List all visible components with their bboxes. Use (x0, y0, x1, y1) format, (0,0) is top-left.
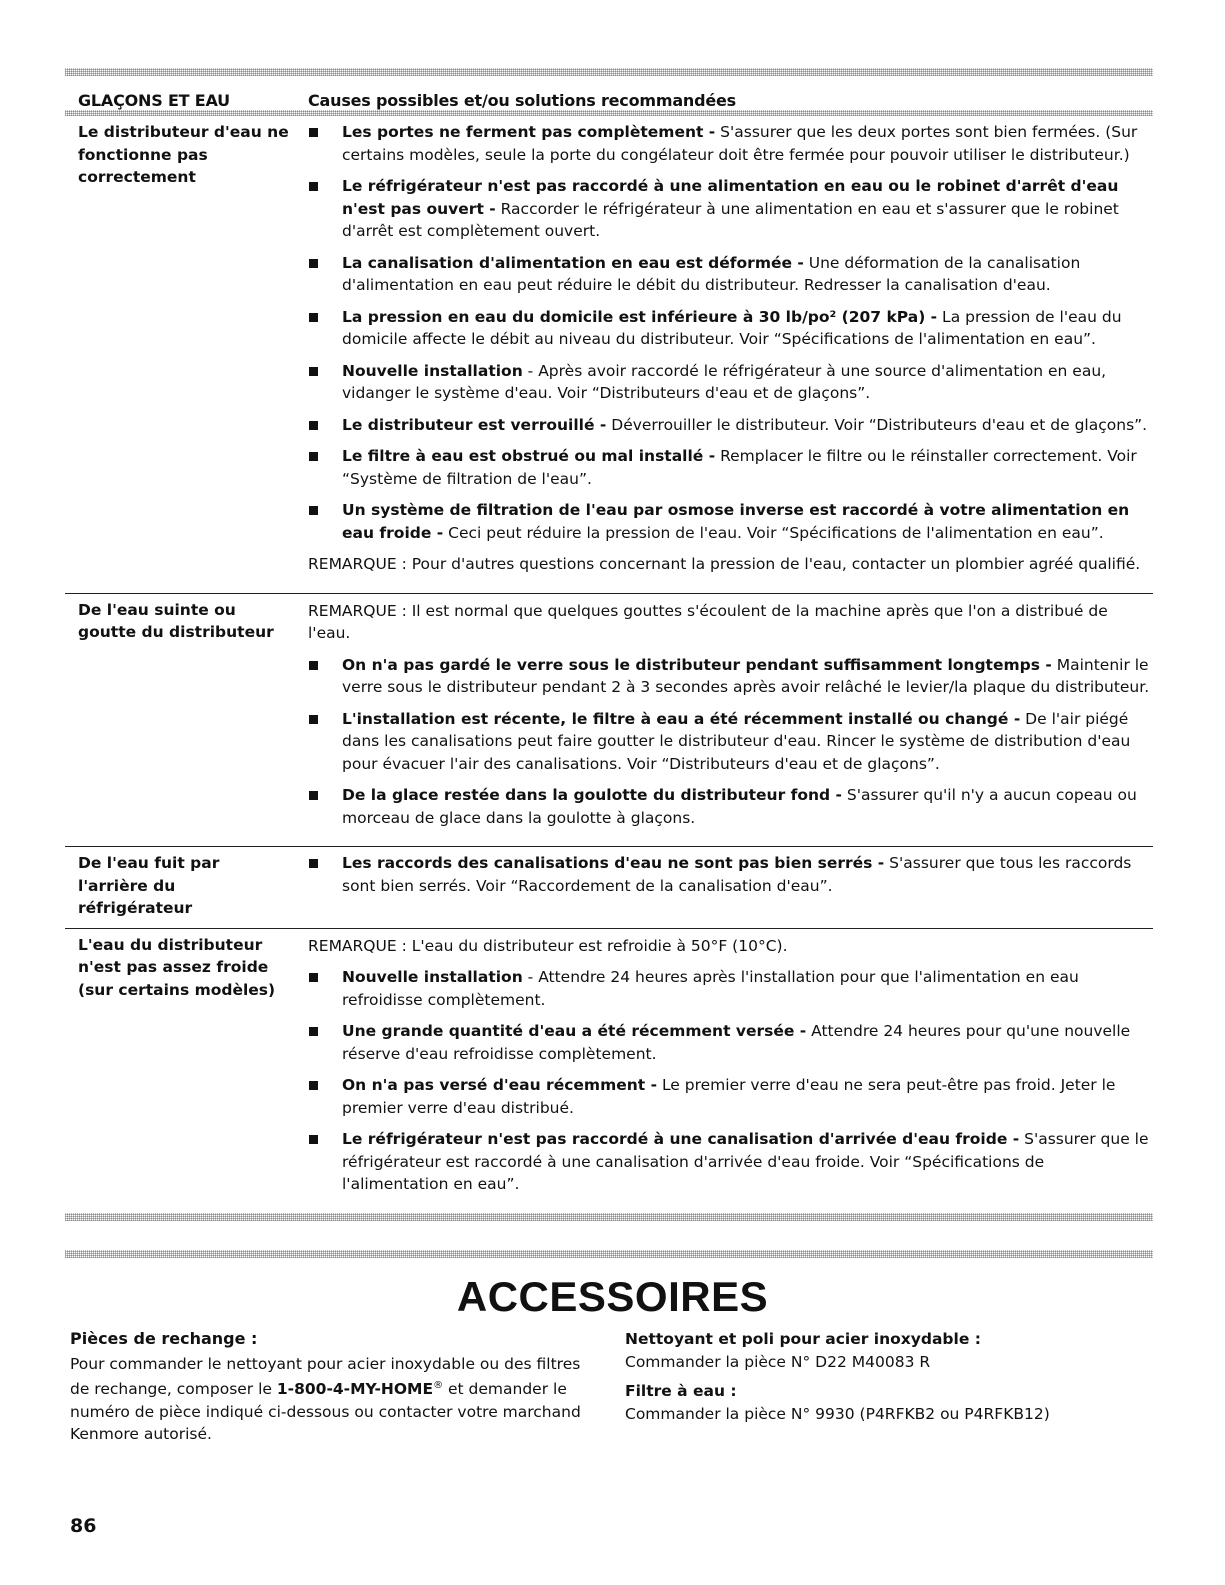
solution-description: Raccorder le réfrigérateur à une alimentation en eau et s'assurer que le robinet d'arrêt est complètement ouvert. (342, 199, 1119, 240)
problem-label: Le distributeur d'eau ne fonctionne pas correctement (78, 123, 289, 186)
square-bullet-icon (308, 1020, 342, 1065)
table-header (65, 76, 1153, 110)
solution-description: S'assurer que le réfrigérateur est raccordé à une canalisation d'arrivée d'eau froide. Voir “Spécifications de l'alimentation en eau”. (342, 1130, 1149, 1193)
solution-item (308, 121, 1153, 166)
solution-item (308, 1020, 1153, 1065)
solution-item (308, 499, 1153, 544)
table-row (65, 929, 1153, 1213)
cause-label: Nouvelle installation (342, 968, 523, 986)
solution-item (308, 445, 1153, 490)
solution-item (308, 306, 1153, 351)
solution-text (342, 1020, 1153, 1065)
solution-description: Remplacer le filtre ou le réinstaller correctement. Voir “Système de filtration de l'eau”. (342, 447, 1137, 488)
solution-item (308, 966, 1153, 1011)
solution-item (308, 175, 1153, 243)
top-dotted-rule (65, 68, 1153, 76)
solution-description: Une déformation de la canalisation d'alimentation en eau peut réduire le débit du distributeur. Redresser la canalisation d'eau. (342, 253, 1081, 294)
part-numbers-block (625, 1328, 1145, 1425)
table-row (65, 847, 1153, 929)
phone-number: 1-800-4-MY-HOME (276, 1380, 434, 1399)
solution-text (342, 252, 1153, 297)
cleaner-part-number: Commander la pièce N° D22 M40083 R (625, 1352, 931, 1371)
filter-part-number: Commander la pièce N° 9930 (P4RFKB2 ou P4RFKB12) (625, 1404, 1050, 1423)
solution-description: S'assurer qu'il n'y a aucun copeau ou morceau de glace dans la goulotte à glaçons. (342, 786, 1137, 827)
cleaner-heading: Nettoyant et poli pour acier inoxydable : (625, 1330, 981, 1348)
header-right: Causes possibles et/ou solutions recommandées (308, 91, 736, 110)
replacement-parts-block (70, 1328, 590, 1446)
square-bullet-icon (308, 445, 342, 490)
cause-label: De la glace restée dans la goulotte du distributeur fond - (342, 786, 842, 804)
solution-text (342, 1128, 1153, 1196)
solution-text (342, 852, 1153, 897)
square-bullet-icon (308, 852, 342, 897)
problem-label: De l'eau suinte ou goutte du distributeur (78, 600, 274, 641)
solution-text (342, 360, 1153, 405)
solution-item (308, 708, 1153, 776)
bottom-dotted-rule (65, 1213, 1153, 1221)
square-bullet-icon (308, 654, 342, 699)
solution-item (308, 414, 1153, 437)
problem-label: De l'eau fuit par l'arrière du réfrigérateur (78, 854, 220, 917)
solution-item (308, 852, 1153, 897)
solutions-cell (295, 599, 1153, 839)
cause-label: Le réfrigérateur n'est pas raccordé à une alimentation en eau ou le robinet d'arrêt d'eau n'est pas ouvert - (342, 177, 1119, 218)
cause-label: Un système de filtration de l'eau par osmose inverse est raccordé à votre alimentation en eau froide - (342, 501, 1130, 542)
square-bullet-icon (308, 414, 342, 437)
solution-item (308, 1128, 1153, 1196)
square-bullet-icon (308, 708, 342, 776)
solution-text (342, 499, 1153, 544)
troubleshooting-table (65, 68, 1153, 1221)
accessories-title: ACCESSOIRES (456, 1273, 769, 1320)
solution-text (342, 708, 1153, 776)
square-bullet-icon (308, 784, 342, 829)
square-bullet-icon (308, 306, 342, 351)
section-dotted-rule (65, 1250, 1153, 1258)
table-body (65, 116, 1153, 1213)
solution-description: - Attendre 24 heures après l'installation pour que l'alimentation en eau refroidisse complètement. (342, 968, 1079, 1009)
cause-label: Le filtre à eau est obstrué ou mal installé - (342, 447, 716, 465)
filter-heading: Filtre à eau : (625, 1382, 737, 1400)
solution-text (342, 414, 1147, 437)
solution-description: S'assurer que les deux portes sont bien fermées. (Sur certains modèles, seule la porte du congélateur doit être fermée pour pouvoir utiliser le distributeur.) (342, 123, 1138, 164)
solution-text (342, 654, 1153, 699)
solution-text (342, 121, 1153, 166)
cause-label: La canalisation d'alimentation en eau est déformée - (342, 253, 804, 272)
square-bullet-icon (308, 966, 342, 1011)
solution-text (342, 306, 1153, 351)
square-bullet-icon (308, 360, 342, 405)
solution-text (342, 784, 1153, 829)
solution-text (342, 445, 1153, 490)
solution-description: La pression de l'eau du domicile affecte le débit au niveau du distributeur. Voir “Spécifications de l'alimentation en eau”. (342, 307, 1122, 348)
solutions-cell (295, 934, 1153, 1205)
cause-label: On n'a pas versé d'eau récemment - (342, 1076, 658, 1094)
cause-label: Les raccords des canalisations d'eau ne sont pas bien serrés - (342, 854, 885, 872)
page-number: 86 (70, 1515, 97, 1537)
cause-label: La pression en eau du domicile est inférieure à 30 lb/po² (207 kPa) - (342, 307, 938, 326)
cause-label: Le distributeur est verrouillé - (342, 415, 607, 434)
solution-text (342, 175, 1153, 243)
solution-description: - Après avoir raccordé le réfrigérateur à une source d'alimentation en eau, vidanger le système d'eau. Voir “Distributeurs d'eau et de glaçons”. (342, 361, 1107, 402)
solution-item (308, 360, 1153, 405)
solution-description: Déverrouiller le distributeur. Voir “Distributeurs d'eau et de glaçons”. (606, 415, 1148, 434)
solution-item (308, 252, 1153, 297)
remark-note: REMARQUE : L'eau du distributeur est refroidie à 50°F (10°C). (308, 936, 788, 955)
remark-note: REMARQUE : Il est normal que quelques gouttes s'écoulent de la machine après que l'on a distribué de l'eau. (308, 601, 1108, 642)
replacement-parts-heading: Pièces de rechange : (70, 1329, 258, 1348)
cause-label: Une grande quantité d'eau a été récemment versée - (342, 1022, 807, 1040)
square-bullet-icon (308, 1128, 342, 1196)
solution-text (342, 1074, 1153, 1119)
solution-description: Attendre 24 heures pour qu'une nouvelle réserve d'eau refroidisse complètement. (342, 1022, 1131, 1063)
cause-label: Nouvelle installation (342, 361, 523, 380)
square-bullet-icon (308, 1074, 342, 1119)
table-row (65, 116, 1153, 594)
table-row (65, 594, 1153, 848)
square-bullet-icon (308, 175, 342, 243)
remark-note: REMARQUE : Pour d'autres questions concernant la pression de l'eau, contacter un plombier agréé qualifié. (308, 555, 1141, 573)
solution-description: Maintenir le verre sous le distributeur pendant 2 à 3 secondes après avoir relâché le levier/la plaque du distributeur. (342, 655, 1150, 696)
cause-label: Le réfrigérateur n'est pas raccordé à une canalisation d'arrivée d'eau froide - (342, 1130, 1020, 1148)
cause-label: Les portes ne ferment pas complètement - (342, 123, 716, 141)
solutions-cell (295, 852, 1153, 920)
replacement-parts-text (70, 1353, 590, 1446)
parts-text-2: et demander le numéro de pièce indiqué ci-dessous ou contacter votre marchand Kenmore autorisé. (70, 1380, 581, 1444)
header-left: GLAÇONS ET EAU (78, 91, 230, 110)
solution-description: S'assurer que tous les raccords sont bien serrés. Voir “Raccordement de la canalisation d'eau”. (342, 854, 1132, 895)
solution-text (342, 966, 1153, 1011)
solution-item (308, 1074, 1153, 1119)
problem-label: L'eau du distributeur n'est pas assez froide (sur certains modèles) (78, 935, 276, 999)
square-bullet-icon (308, 499, 342, 544)
cause-label: On n'a pas gardé le verre sous le distributeur pendant suffisamment longtemps - (342, 655, 1052, 674)
square-bullet-icon (308, 121, 342, 166)
solution-description: De l'air piégé dans les canalisations peut faire goutter le distributeur d'eau. Rincer le système de distribution d'eau pour évacuer l'air des canalisations. Voir “Distributeurs d'eau et de glaçons”. (342, 709, 1131, 773)
parts-text-1: Pour commander le nettoyant pour acier inoxydable ou des filtres de rechange, composer le (70, 1354, 581, 1399)
solutions-cell (295, 121, 1153, 585)
registered-mark: ® (433, 1380, 444, 1391)
solution-description: Ceci peut réduire la pression de l'eau. Voir “Spécifications de l'alimentation en eau”. (443, 523, 1104, 542)
solution-description: Le premier verre d'eau ne sera peut-être pas froid. Jeter le premier verre d'eau distribué. (342, 1076, 1116, 1117)
cause-label: L'installation est récente, le filtre à eau a été récemment installé ou changé - (342, 709, 1021, 728)
solution-item (308, 654, 1153, 699)
solution-item (308, 784, 1153, 829)
square-bullet-icon (308, 252, 342, 297)
